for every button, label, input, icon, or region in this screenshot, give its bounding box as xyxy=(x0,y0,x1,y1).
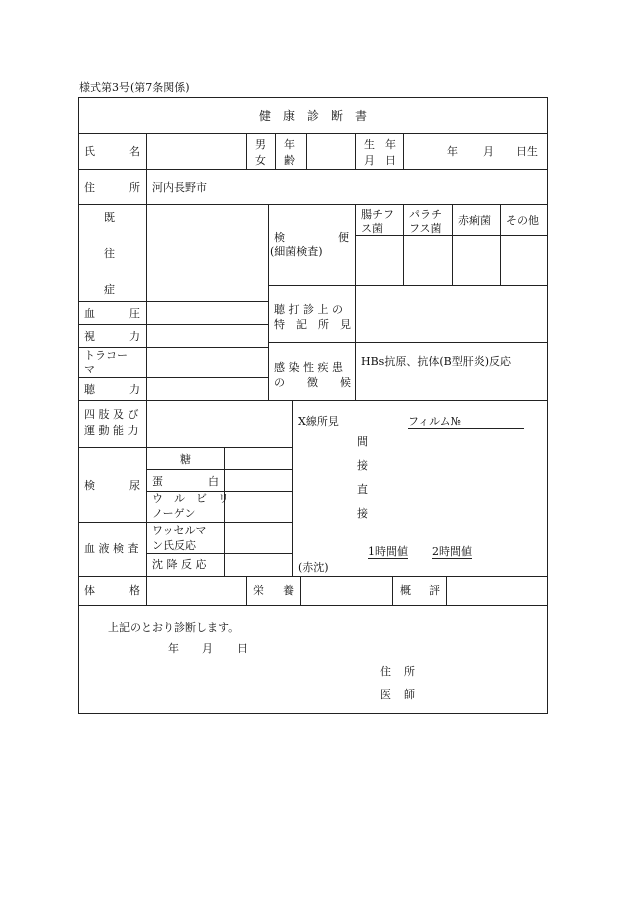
nutrition-label-a: 栄 xyxy=(253,584,264,597)
sight-label-a: 視 xyxy=(84,330,95,343)
film-label: フィルム№ xyxy=(408,416,524,429)
typhoid-label-2: ス菌 xyxy=(361,222,383,235)
sed-label: 沈 降 反 応 xyxy=(152,558,207,571)
hbs-label: HBs抗原、抗体(B型肝炎)反応 xyxy=(361,355,511,368)
row-line xyxy=(146,469,292,470)
birth-label-c: 月 xyxy=(364,154,375,167)
stool-label-b: 便 xyxy=(338,231,349,244)
infect-label-2: の 徴 候 xyxy=(274,376,351,389)
esr-label: (赤沈) xyxy=(298,561,329,574)
col-line xyxy=(146,204,147,400)
other-label: その他 xyxy=(506,214,539,227)
wasser-label-2: ン氏反応 xyxy=(152,539,196,552)
wasser-label-1: ワッセルマ xyxy=(152,524,207,537)
sight-label-b: 力 xyxy=(129,330,140,343)
col-line xyxy=(306,133,307,169)
xray-label: X線所見 xyxy=(298,415,339,428)
urobilin-label-2: ノーゲン xyxy=(152,507,196,520)
one-hour-label: 1時間値 xyxy=(368,545,408,558)
row-line xyxy=(78,301,268,302)
col-line xyxy=(500,204,501,285)
urine-label-b: 尿 xyxy=(129,479,140,492)
row-line xyxy=(268,342,548,343)
birth-day: 日生 xyxy=(516,145,538,158)
sex-female: 女 xyxy=(255,154,266,167)
age-label-b: 齢 xyxy=(284,154,295,167)
direct-label-1: 直 xyxy=(357,483,368,496)
row-line xyxy=(78,605,548,606)
urine-label-a: 検 xyxy=(84,479,95,492)
col-line xyxy=(392,576,393,605)
form-title: 健 康 診 断 書 xyxy=(258,109,367,123)
row-line xyxy=(78,324,268,325)
paratyphoid-label-1: パラチ xyxy=(409,208,442,221)
birth-label-b: 年 xyxy=(385,138,396,151)
col-line xyxy=(146,576,147,605)
statement: 上記のとおり診断します。 xyxy=(108,621,240,634)
doctor-label-a: 医 xyxy=(380,688,391,701)
birth-month: 月 xyxy=(483,145,494,158)
col-line xyxy=(292,400,293,576)
birth-label-a: 生 xyxy=(364,138,375,151)
row-line xyxy=(78,204,548,205)
auscult-label-1: 聴 打 診 上 の xyxy=(274,303,343,316)
blood-test-label: 血 液 検 査 xyxy=(84,542,139,555)
col-line xyxy=(452,204,453,285)
doctor-address-label-b: 所 xyxy=(404,665,415,678)
col-line xyxy=(446,576,447,605)
col-line xyxy=(403,133,404,169)
build-label-a: 体 xyxy=(84,584,95,597)
col-line xyxy=(146,133,147,169)
col-line xyxy=(246,133,247,169)
col-line xyxy=(146,400,147,576)
stool-label-c: (細菌検査) xyxy=(270,245,323,258)
protein-label-b: 白 xyxy=(208,475,219,488)
row-line xyxy=(78,447,292,448)
infect-label-1: 感 染 性 疾 患 xyxy=(274,361,343,374)
build-label-b: 格 xyxy=(129,584,140,597)
doctor-address-label-a: 住 xyxy=(380,665,391,678)
urobilin-label-1: ウ ル ビ リ xyxy=(152,492,229,505)
two-hour-label: 2時間値 xyxy=(432,545,472,558)
form-number: 様式第3号(第7条関係) xyxy=(79,81,190,94)
col-line xyxy=(403,204,404,285)
row-line xyxy=(78,133,548,134)
row-line xyxy=(268,285,548,286)
row-line xyxy=(78,576,548,577)
hearing-label-b: 力 xyxy=(129,383,140,396)
col-line xyxy=(246,576,247,605)
date-day: 日 xyxy=(237,642,248,655)
trachoma-label-1: トラコー xyxy=(84,349,128,362)
col-line xyxy=(300,576,301,605)
row-line xyxy=(78,169,548,170)
hearing-label-a: 聴 xyxy=(84,383,95,396)
name-label-a: 氏 xyxy=(84,145,95,158)
limbs-label-1: 四 肢 及 び xyxy=(84,408,139,421)
indirect-label-2: 接 xyxy=(357,459,368,472)
sugar-label: 糖 xyxy=(180,453,191,466)
birth-year: 年 xyxy=(447,145,458,158)
stool-label-a: 検 xyxy=(274,231,285,244)
address-label-b: 所 xyxy=(129,181,140,194)
direct-label-2: 接 xyxy=(357,507,368,520)
date-month: 月 xyxy=(202,642,213,655)
col-line xyxy=(224,447,225,576)
bp-label-b: 圧 xyxy=(129,307,140,320)
history-label-2: 往 xyxy=(104,247,115,260)
overall-label-b: 評 xyxy=(429,584,440,597)
row-line xyxy=(78,347,268,348)
history-label-3: 症 xyxy=(104,283,115,296)
indirect-label-1: 間 xyxy=(357,435,368,448)
protein-label-a: 蛋 xyxy=(152,475,163,488)
auscult-label-2: 特 記 所 見 xyxy=(274,318,351,331)
col-line xyxy=(275,133,276,169)
row-line xyxy=(146,553,292,554)
col-line xyxy=(268,204,269,400)
row-line xyxy=(78,400,548,401)
overall-label-a: 概 xyxy=(400,584,411,597)
name-label-b: 名 xyxy=(129,145,140,158)
col-line xyxy=(355,204,356,400)
history-label-1: 既 xyxy=(104,211,115,224)
col-line xyxy=(355,133,356,169)
bp-label-a: 血 xyxy=(84,307,95,320)
trachoma-label-2: マ xyxy=(84,363,95,376)
paratyphoid-label-2: フス菌 xyxy=(409,222,442,235)
birth-label-d: 日 xyxy=(385,154,396,167)
dysentery-label: 赤痢菌 xyxy=(458,214,491,227)
limbs-label-2: 運 動 能 力 xyxy=(84,424,139,437)
address-label-a: 住 xyxy=(84,181,95,194)
sex-male: 男 xyxy=(255,138,266,151)
address-value: 河内長野市 xyxy=(152,181,207,194)
col-line xyxy=(146,169,147,204)
doctor-label-b: 師 xyxy=(404,688,415,701)
row-line xyxy=(78,377,268,378)
typhoid-label-1: 腸チフ xyxy=(361,208,394,221)
date-year: 年 xyxy=(168,642,179,655)
age-label-a: 年 xyxy=(284,138,295,151)
nutrition-label-b: 養 xyxy=(283,584,294,597)
row-line xyxy=(78,522,292,523)
